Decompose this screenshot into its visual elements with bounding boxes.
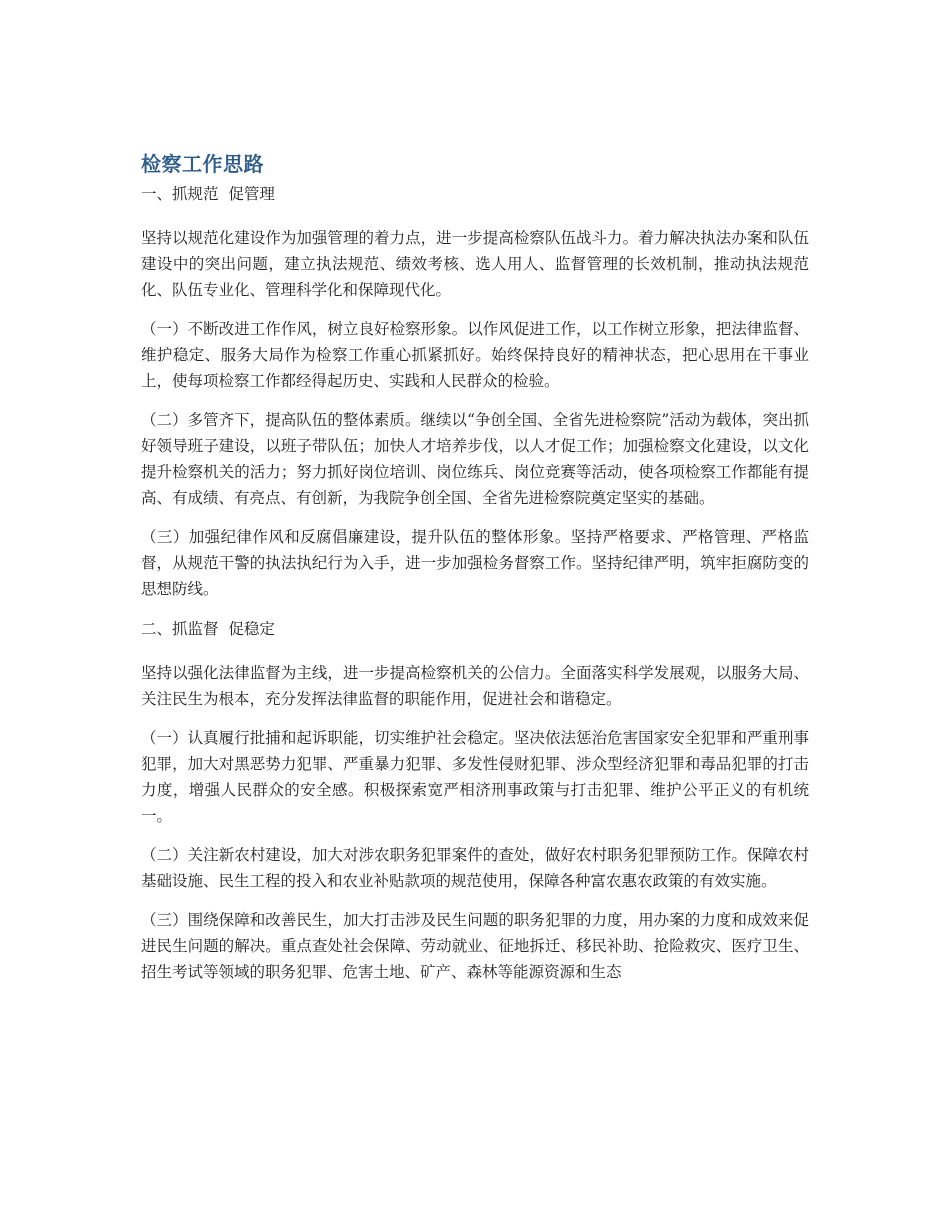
section-1-item-1: （一）不断改进工作作风，树立良好检察形象。以作风促进工作，以工作树立形象，把法律监督、维护稳定、服务大局作为检察工作重心抓紧抓好。始终保持良好的精神状态，把心思用在干事业上，使每项检察工作都经得起历史、实践和人民群众的检验。: [141, 320, 809, 390]
section-1-item-3: （三）加强纪律作风和反腐倡廉建设，提升队伍的整体形象。坚持严格要求、严格管理、严格监督，从规范干警的执法执纪行为入手，进一步加强检务督察工作。坚持纪律严明，筑牢拒腐防变的思想防线。: [141, 528, 809, 598]
section-1-intro: 坚持以规范化建设作为加强管理的着力点，进一步提高检察队伍战斗力。着力解决执法办案和队伍建设中的突出问题，建立执法规范、绩效考核、选人用人、监督管理的长效机制，推动执法规范化、队伍专业化、管理科学化和保障现代化。: [141, 229, 809, 299]
section-1-item-2: （二）多管齐下，提高队伍的整体素质。继续以“争创全国、全省先进检察院”活动为载体，突出抓好领导班子建设，以班子带队伍；加快人才培养步伐，以人才促工作；加强检察文化建设，以文化提升检察机关的活力；努力抓好岗位培训、岗位练兵、岗位竞赛等活动，使各项检察工作都能有提高、有成绩、有亮点、有创新，为我院争创全国、全省先进检察院奠定坚实的基础。: [141, 411, 809, 507]
document-title: 检察工作思路: [141, 152, 264, 176]
section-2-intro: 坚持以强化法律监督为主线，进一步提高检察机关的公信力。全面落实科学发展观，以服务大局、关注民生为根本，充分发挥法律监督的职能作用，促进社会和谐稳定。: [141, 664, 809, 708]
section-2-item-2: （二）关注新农村建设，加大对涉农职务犯罪案件的查处，做好农村职务犯罪预防工作。保障农村基础设施、民生工程的投入和农业补贴款项的规范使用，保障各种富农惠农政策的有效实施。: [141, 846, 809, 890]
section-heading-1: 一、抓规范 促管理: [141, 185, 275, 203]
section-heading-2: 二、抓监督 促稳定: [141, 620, 275, 638]
section-2-item-1: （一）认真履行批捕和起诉职能，切实维护社会稳定。坚决依法惩治危害国家安全犯罪和严重刑事犯罪，加大对黑恶势力犯罪、严重暴力犯罪、多发性侵财犯罪、涉众型经济犯罪和毒品犯罪的打击力度，增强人民群众的安全感。积极探索宽严相济刑事政策与打击犯罪、维护公平正义的有机统一。: [141, 729, 809, 825]
section-2-item-3: （三）围绕保障和改善民生，加大打击涉及民生问题的职务犯罪的力度，用办案的力度和成效来促进民生问题的解决。重点查处社会保障、劳动就业、征地拆迁、移民补助、抢险救灾、医疗卫生、招生考试等领域的职务犯罪、危害土地、矿产、森林等能源资源和生态: [141, 911, 809, 981]
document-page: [141, 150, 809, 985]
